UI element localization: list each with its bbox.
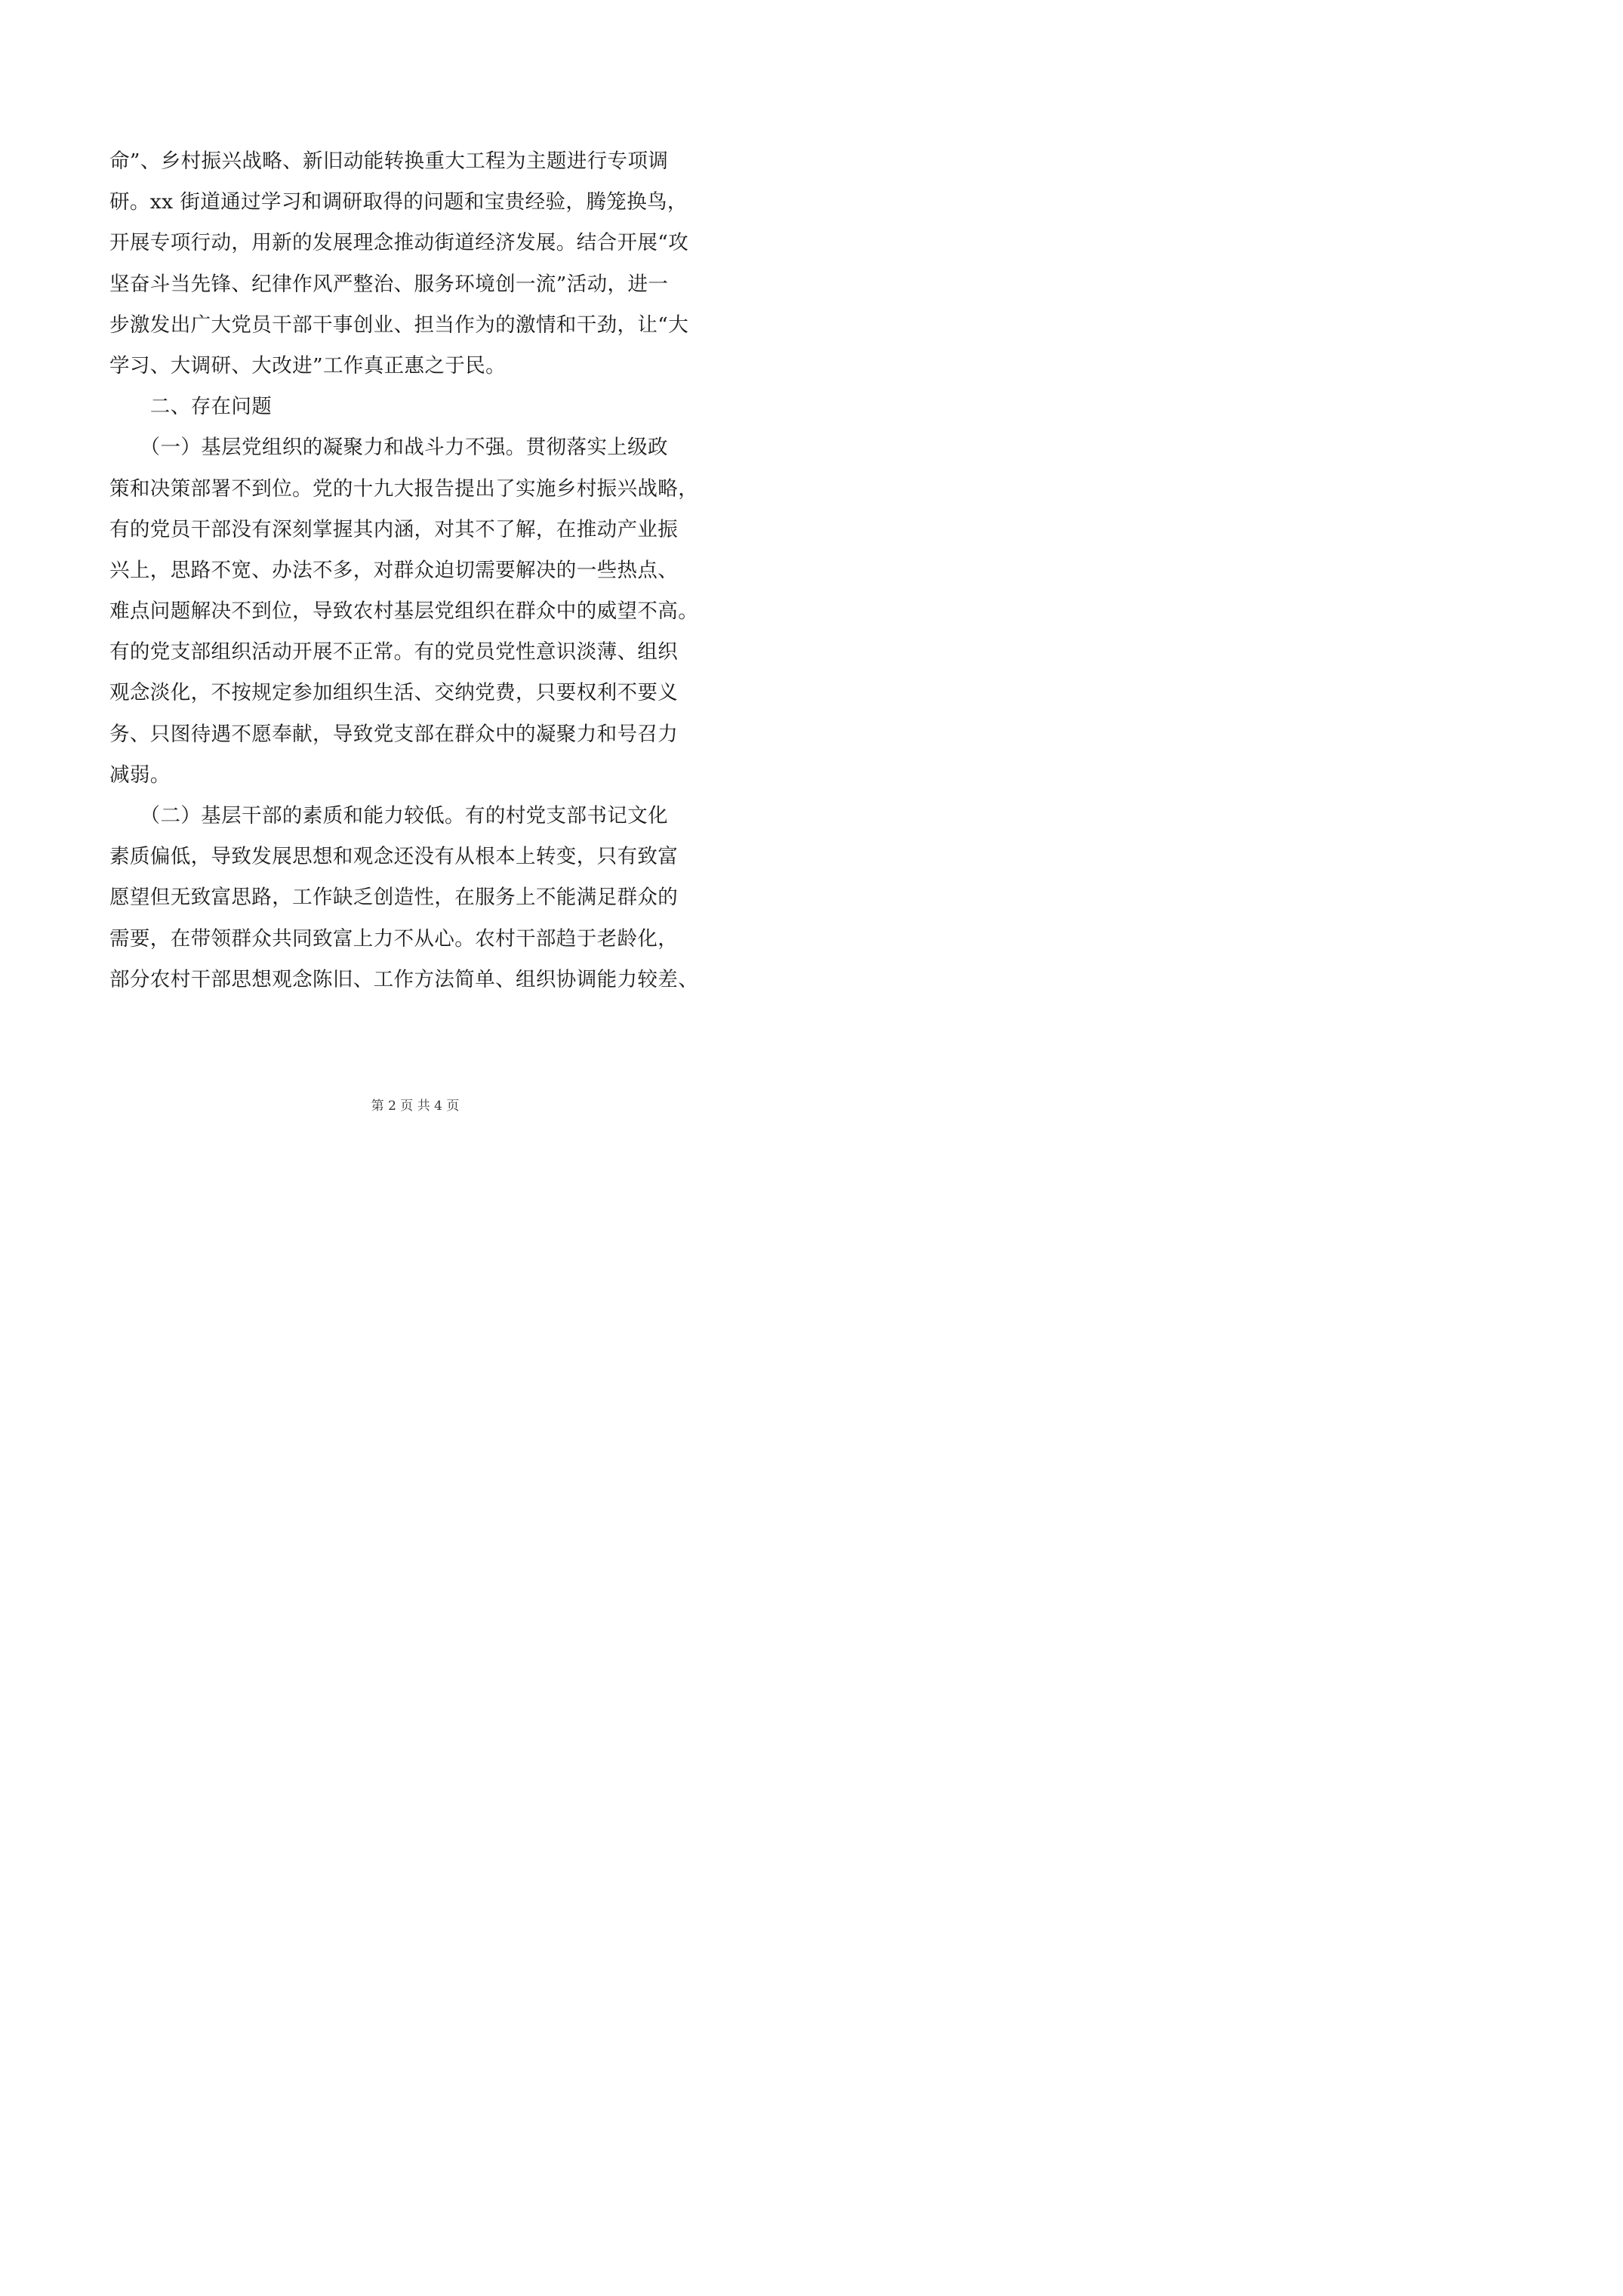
text-line: 步激发出广大党员干部干事创业、担当作为的激情和干劲，让“大 [109, 313, 689, 337]
section-heading: 二、存在问题 [109, 395, 273, 419]
text-line: （二）基层干部的素质和能力较低。有的村党支部书记文化 [109, 804, 668, 827]
text-line: 愿望但无致富思路，工作缺乏创造性，在服务上不能满足群众的 [109, 886, 679, 910]
text-line: 策和决策部署不到位。党的十九大报告提出了实施乡村振兴战略， [109, 476, 699, 501]
page-footer [0, 1097, 830, 1115]
document-page [0, 0, 830, 1175]
text-line: 学习、大调研、大改进”工作真正惠之于民。 [109, 353, 507, 378]
text-line: 命”、乡村振兴战略、新旧动能转换重大工程为主题进行专项调 [109, 149, 669, 173]
text-line: 坚奋斗当先锋、纪律作风严整治、服务环境创一流”活动，进一 [109, 272, 669, 296]
body-text [109, 141, 728, 1000]
page-number: 第 2 页 共 4 页 [371, 1099, 460, 1114]
text-line: 观念淡化，不按规定参加组织生活、交纳党费，只要权利不要义 [109, 681, 679, 705]
text-line: 研。xx 街道通过学习和调研取得的问题和宝贵经验，腾笼换鸟， [109, 190, 688, 214]
text-line: 有的党支部组织活动开展不正常。有的党员党性意识淡薄、组织 [109, 640, 679, 664]
text-line: 有的党员干部没有深刻掌握其内涵，对其不了解，在推动产业振 [109, 517, 679, 541]
text-line: 兴上，思路不宽、办法不多，对群众迫切需要解决的一些热点、 [109, 558, 679, 582]
text-line: 难点问题解决不到位，导致农村基层党组织在群众中的威望不高。 [109, 599, 699, 624]
text-line: 部分农村干部思想观念陈旧、工作方法简单、组织协调能力较差、 [109, 967, 699, 991]
text-line: 减弱。 [109, 763, 171, 787]
text-line: 务、只图待遇不愿奉献，导致党支部在群众中的凝聚力和号召力 [109, 722, 679, 746]
text-line: 需要，在带领群众共同致富上力不从心。农村干部趋于老龄化， [109, 926, 679, 951]
text-line: 开展专项行动，用新的发展理念推动街道经济发展。结合开展“攻 [109, 231, 689, 255]
text-line: （一）基层党组织的凝聚力和战斗力不强。贯彻落实上级政 [109, 436, 668, 460]
text-line: 素质偏低，导致发展思想和观念还没有从根本上转变，只有致富 [109, 845, 679, 869]
